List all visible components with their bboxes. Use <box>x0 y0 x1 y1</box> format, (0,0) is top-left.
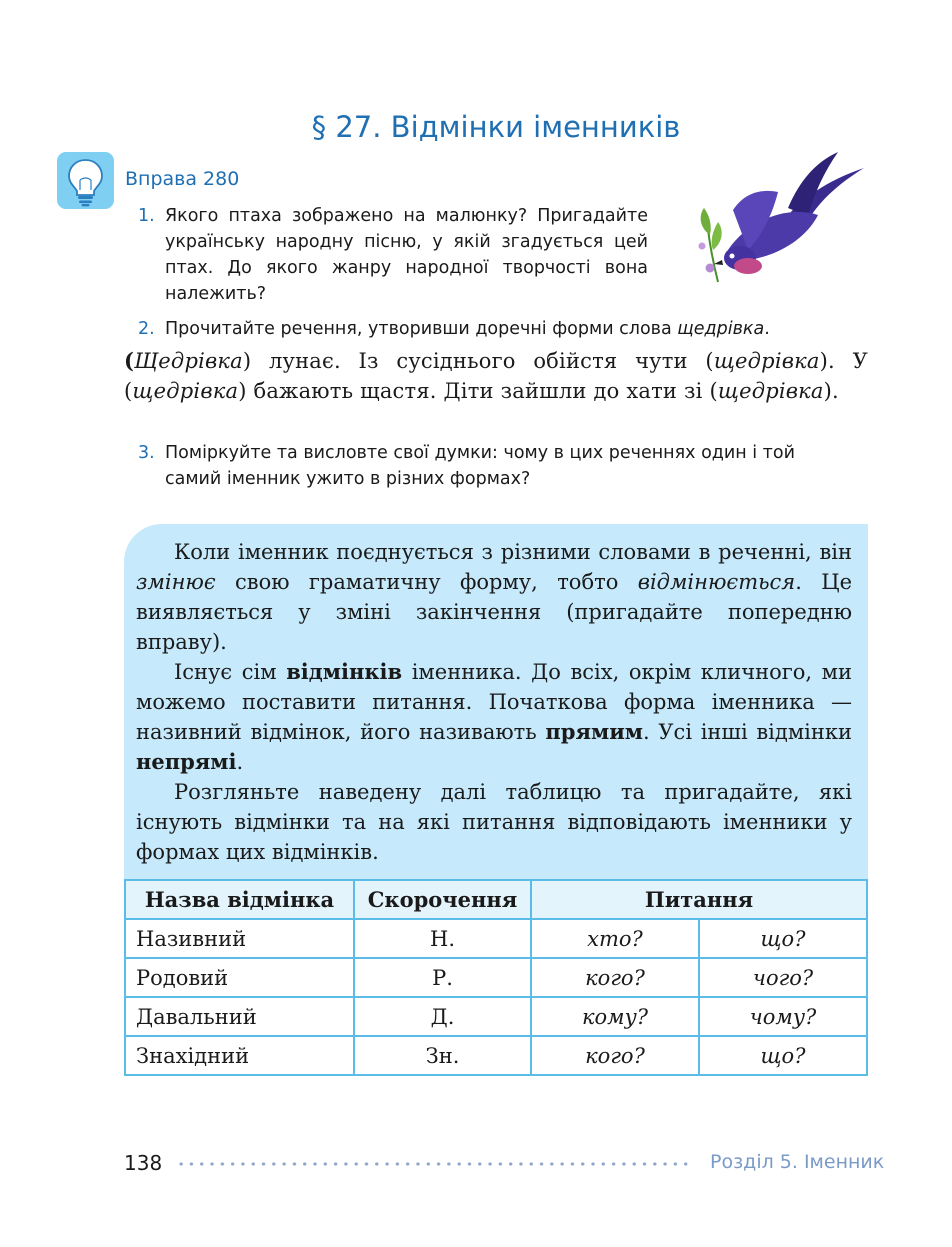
text: свою граматичну форму, тобто <box>215 570 638 594</box>
word-shchedrivka: щедрівка <box>717 379 824 403</box>
sentence-part: ) лунає. Із сусіднього обійстя чути ( <box>242 349 714 373</box>
term: непрямі <box>136 749 237 774</box>
text: . <box>236 750 244 774</box>
text: . Це виявляється у зміні закінчення (пригадайте попередню вправу). <box>136 570 852 654</box>
rule-text <box>136 537 852 867</box>
task-1 <box>138 203 648 307</box>
table-header: Питання <box>531 880 867 919</box>
rule-paragraph-2 <box>136 657 852 777</box>
case-question: що? <box>699 1036 867 1075</box>
case-question: кого? <box>531 958 699 997</box>
case-question: хто? <box>531 919 699 958</box>
rule-paragraph-3: Розгляньте наведену далі таблицю та пригадайте, які існують відмінки та на які питання відповідають іменники у формах цих відмінків. <box>136 780 852 864</box>
task-2-number: 2. <box>138 319 155 339</box>
case-abbrev: Н. <box>354 919 531 958</box>
table-row <box>125 997 867 1036</box>
case-question: чого? <box>699 958 867 997</box>
rule-paragraph-1 <box>136 537 852 657</box>
word-shchedrivka: щедрівка <box>132 379 239 403</box>
table-row <box>125 1036 867 1075</box>
text: Коли іменник поєднується з різними словами в реченні, він <box>174 540 852 564</box>
table-header: Назва відмінка <box>125 880 354 919</box>
text: Існує сім <box>174 660 287 684</box>
task-2-text: Прочитайте речення, утворивши доречні форми слова <box>165 319 672 339</box>
task-1-number: 1. <box>138 206 155 226</box>
page-number: 138 <box>124 1151 163 1175</box>
exercise-sentences <box>124 346 868 406</box>
term: прямим <box>545 719 644 744</box>
sentence-part: ). <box>823 379 839 403</box>
case-question: що? <box>699 919 867 958</box>
case-name: Знахідний <box>125 1036 354 1075</box>
task-3 <box>138 440 867 492</box>
footer-dot-leader <box>176 1162 694 1166</box>
term: відмінків <box>286 659 403 684</box>
case-abbrev: Р. <box>354 958 531 997</box>
case-name: Родовий <box>125 958 354 997</box>
emphasis: змінює <box>136 570 216 594</box>
section-name: Розділ 5. Іменник <box>710 1151 885 1173</box>
text: іменника. До всіх, окрім кличного, ми можемо поставити питання. Початкова форма іменника — називний відмінок, його називають <box>136 660 852 744</box>
case-name: Давальний <box>125 997 354 1036</box>
table-row <box>125 958 867 997</box>
word-shchedrivka: Щедрівка <box>134 349 243 373</box>
cases-table <box>124 879 868 1076</box>
case-question: чому? <box>699 997 867 1036</box>
task-2-end: . <box>764 319 770 339</box>
task-3-number: 3. <box>138 443 155 463</box>
table-header: Скорочення <box>354 880 531 919</box>
case-question: кого? <box>531 1036 699 1075</box>
task-2-word: щедрівка <box>677 319 765 339</box>
task-3-line-1: Поміркуйте та висловте свої думки: чому в цих реченнях один і той <box>165 443 795 463</box>
text: . Усі інші відмінки <box>643 720 852 744</box>
exercise-label: Вправа 280 <box>125 168 240 190</box>
task-2 <box>138 316 865 342</box>
table-row <box>125 919 867 958</box>
case-abbrev: Д. <box>354 997 531 1036</box>
task-1-text: Якого птаха зображено на малюнку? Пригадайте українську народну пісню, у якій згадується цей птах. До якого жанру народної творчості вона належить? <box>165 206 648 304</box>
sentence-part: ) бажають щастя. Діти зайшли до хати зі ( <box>238 379 718 403</box>
task-3-line-2: самий іменник ужито в різних формах? <box>165 469 531 489</box>
emphasis: відмінюється <box>637 570 796 594</box>
swallow-bird-illustration <box>688 150 868 290</box>
case-name: Називний <box>125 919 354 958</box>
page-title: § 27. Відмінки іменників <box>311 110 681 144</box>
table-header-row <box>125 880 867 919</box>
word-shchedrivka: щедрівка <box>713 349 820 373</box>
lightbulb-icon <box>57 152 114 209</box>
case-question: кому? <box>531 997 699 1036</box>
paren: ( <box>124 348 135 373</box>
case-abbrev: Зн. <box>354 1036 531 1075</box>
sentence-part: ). У ( <box>124 349 868 403</box>
